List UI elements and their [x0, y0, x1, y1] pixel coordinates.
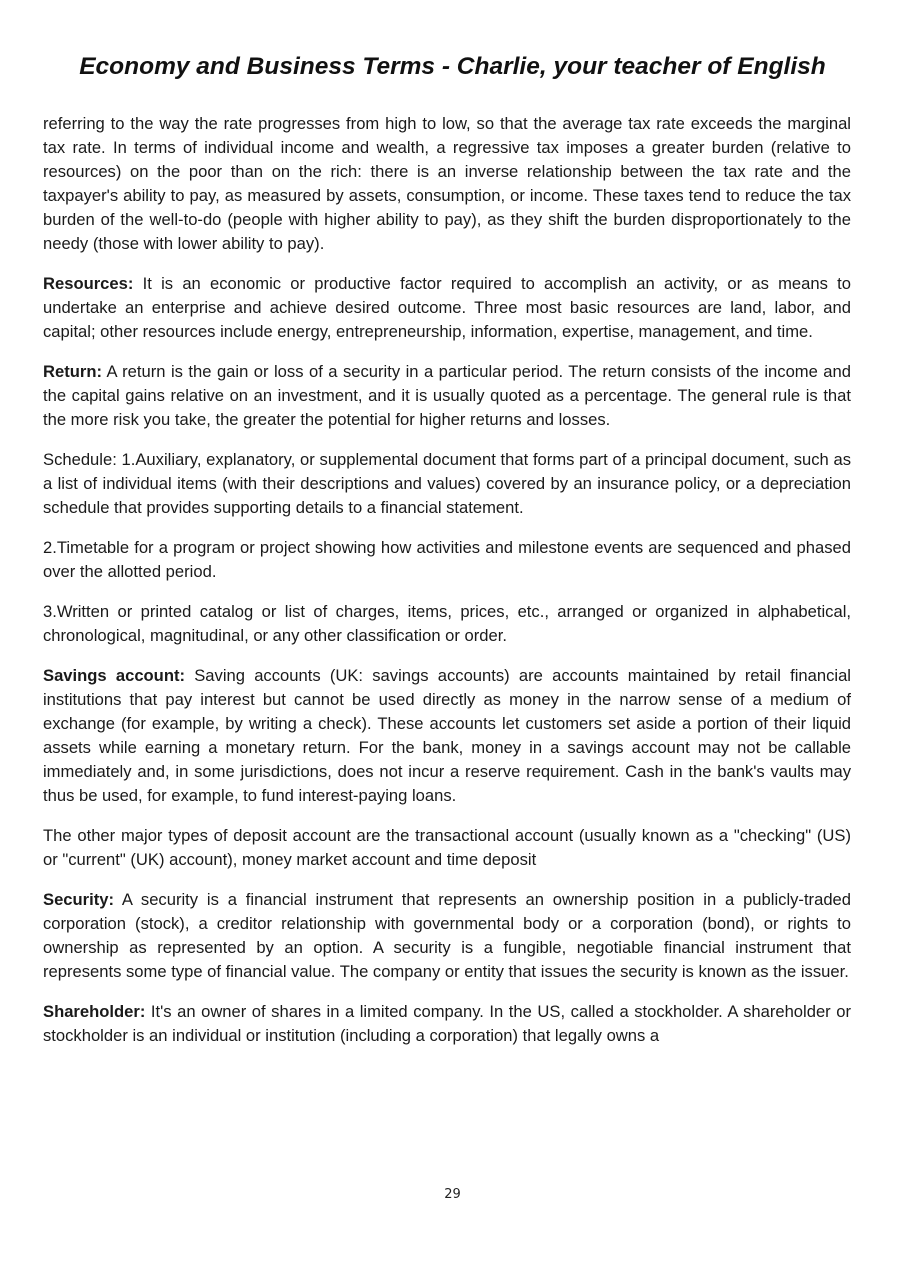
term-heading: Return: [43, 362, 102, 381]
paragraph-return [43, 360, 851, 432]
paragraph-shareholder [43, 1000, 851, 1048]
paragraph-schedule-2 [43, 536, 851, 584]
term-heading: Resources: [43, 274, 134, 293]
paragraph-text: 3.Written or printed catalog or list of charges, items, prices, etc., arranged or organized in alphabetical, chronological, magnitudinal, or any other classification or order. [43, 602, 851, 645]
term-heading: Shareholder: [43, 1002, 146, 1021]
paragraph-text: 2.Timetable for a program or project showing how activities and milestone events are sequenced and phased over the allotted period. [43, 538, 851, 581]
paragraph-text: A return is the gain or loss of a security in a particular period. The return consists of the income and the capital gains relative on an investment, and it is usually quoted as a percentage. The general rule is that the more risk you take, the greater the potential for higher returns and losses. [43, 362, 851, 429]
paragraph-savings-account [43, 664, 851, 808]
paragraph-text: It is an economic or productive factor required to accomplish an activity, or as means to undertake an enterprise and achieve desired outcome. Three most basic resources are land, labor, and capital; other resources include energy, entrepreneurship, information, expertise, management, and time. [43, 274, 851, 341]
paragraph-schedule-1 [43, 448, 851, 520]
paragraph-security [43, 888, 851, 984]
paragraph-text: It's an owner of shares in a limited company. In the US, called a stockholder. A shareholder or stockholder is an individual or institution (including a corporation) that legally owns a [43, 1002, 851, 1045]
paragraph-resources [43, 272, 851, 344]
page-number: 29 [444, 1187, 461, 1202]
document-body [43, 112, 851, 1064]
page-title: Economy and Business Terms - Charlie, your teacher of English [79, 53, 826, 80]
paragraph-schedule-3 [43, 600, 851, 648]
paragraph-text: A security is a financial instrument that represents an ownership position in a publicly-traded corporation (stock), a creditor relationship with governmental body or a corporation (bond), or rights to ownership as represented by an option. A security is a fungible, negotiable financial instrument that represents some type of financial value. The company or entity that issues the security is known as the issuer. [43, 890, 851, 981]
paragraph-text: referring to the way the rate progresses from high to low, so that the average tax rate exceeds the marginal tax rate. In terms of individual income and wealth, a regressive tax imposes a greater burden (relative to resources) on the poor than on the rich: there is an inverse relationship between the tax rate and the taxpayer's ability to pay, as measured by assets, consumption, or income. These taxes tend to reduce the tax burden of the well-to-do (people with higher ability to pay), as they shift the burden disproportionately to the needy (those with lower ability to pay). [43, 114, 851, 253]
paragraph-regressive-tax-continued [43, 112, 851, 256]
term-heading: Security: [43, 890, 115, 909]
paragraph-text: Schedule: 1.Auxiliary, explanatory, or supplemental document that forms part of a principal document, such as a list of individual items (with their descriptions and values) covered by an insurance policy, or a depreciation schedule that provides supporting details to a financial statement. [43, 450, 851, 517]
term-heading: Savings account: [43, 666, 186, 685]
paragraph-text: Saving accounts (UK: savings accounts) are accounts maintained by retail financial institutions that pay interest but cannot be used directly as money in the narrow sense of a medium of exchange (for example, by writing a check). These accounts let customers set aside a portion of their liquid assets while earning a monetary return. For the bank, money in a savings account may not be callable immediately and, in some jurisdictions, does not incur a reserve requirement. Cash in the bank's vaults may thus be used, for example, to fund interest-paying loans. [43, 666, 851, 805]
paragraph-deposit-types [43, 824, 851, 872]
paragraph-text: The other major types of deposit account are the transactional account (usually known as a "checking" (US) or "current" (UK) account), money market account and time deposit [43, 826, 851, 869]
